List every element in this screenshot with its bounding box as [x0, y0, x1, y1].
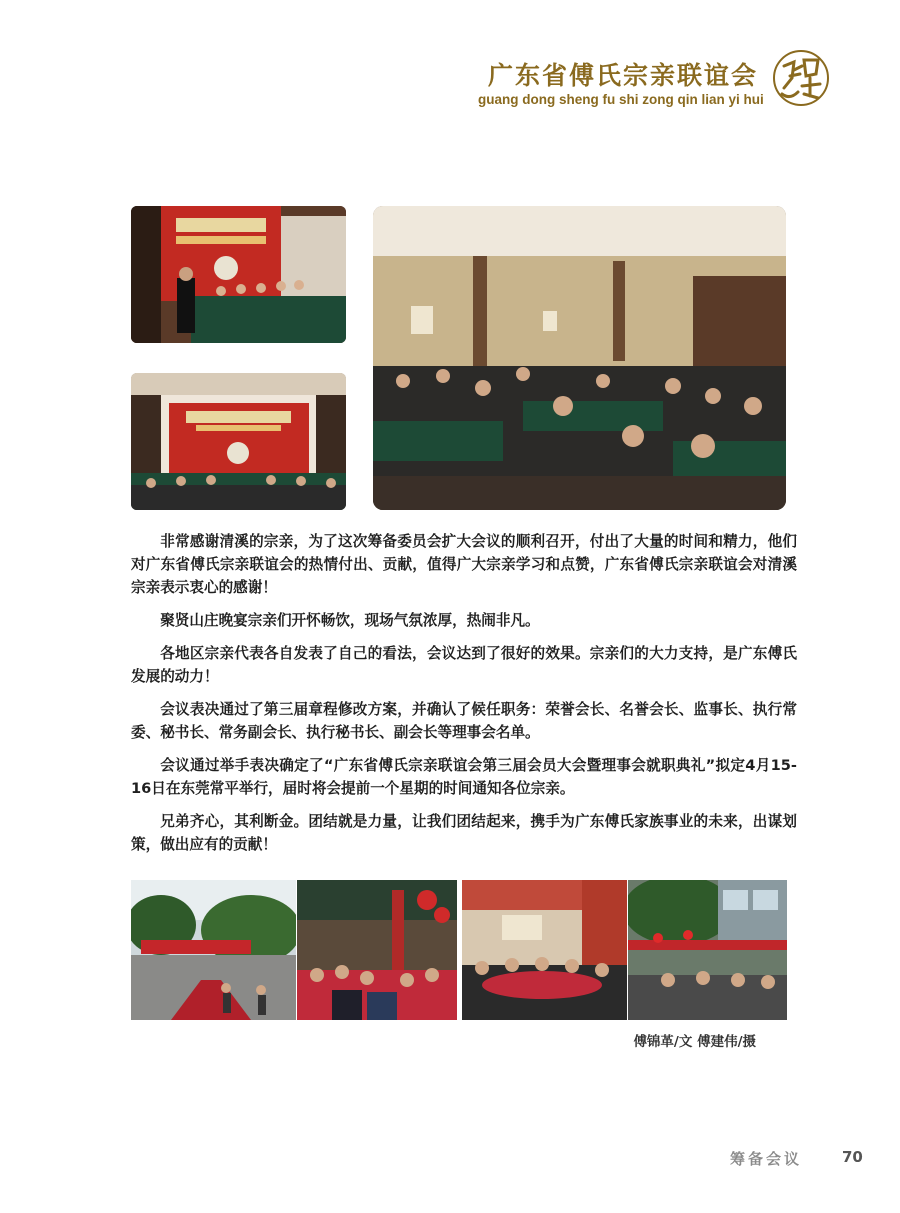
conference-hand-raise-photo — [131, 206, 346, 343]
article-paragraph: 会议表决通过了第三届章程修改方案，并确认了候任职务：荣誉会长、名誉会长、监事长、执行常委、秘书长、常务副会长、执行秘书长、副会长等理事会名单。 — [131, 701, 797, 741]
restaurant-exterior-photo — [628, 880, 787, 1020]
section-title: 筹备会议 — [730, 1150, 803, 1168]
fu-clan-seal-logo-icon — [770, 48, 832, 108]
article-paragraph: 兄弟齐心，其利断金。团结就是力量，让我们团结起来，携手为广东傅氏家族事业的未来，出谋划策，做出应有的贡献！ — [131, 813, 797, 853]
banquet-hall-photo — [462, 880, 627, 1020]
article-paragraph: 会议通过举手表决确定了“广东省傅氏宗亲联谊会第三届会员大会暨理事会就职典礼”拟定4月15-16日在东莞常平举行，届时将会提前一个星期的时间通知各位宗亲。 — [131, 757, 797, 797]
article-body — [131, 530, 797, 866]
article-paragraph: 各地区宗亲代表各自发表了自己的看法，会议达到了很好的效果。宗亲们的大力支持，是广东傅氏发展的动力！ — [131, 645, 797, 685]
photo-credit: 傅锦革/文 傅建伟/摄 — [633, 1034, 756, 1050]
article-paragraph: 非常感谢清溪的宗亲，为了这次筹备委员会扩大会议的顺利召开，付出了大量的时间和精力，他们对广东省傅氏宗亲联谊会的热情付出、贡献，值得广大宗亲学习和点赞，广东省傅氏宗亲联谊会对清溪宗亲表示衷心的感谢！ — [131, 533, 797, 596]
banquet-outdoor-photo — [297, 880, 457, 1020]
magazine-header-title: 广东省傅氏宗亲联谊会 — [488, 61, 759, 90]
magazine-header-pinyin: guang dong sheng fu shi zong qin lian yi hui — [478, 92, 764, 107]
article-paragraph: 聚贤山庄晚宴宗亲们开怀畅饮，现场气氛浓厚，热闹非凡。 — [160, 612, 540, 629]
page-number: 70 — [842, 1148, 863, 1166]
villa-entrance-photo — [131, 880, 296, 1020]
conference-stage-photo — [131, 373, 346, 510]
meeting-hall-vote-photo — [373, 206, 786, 510]
